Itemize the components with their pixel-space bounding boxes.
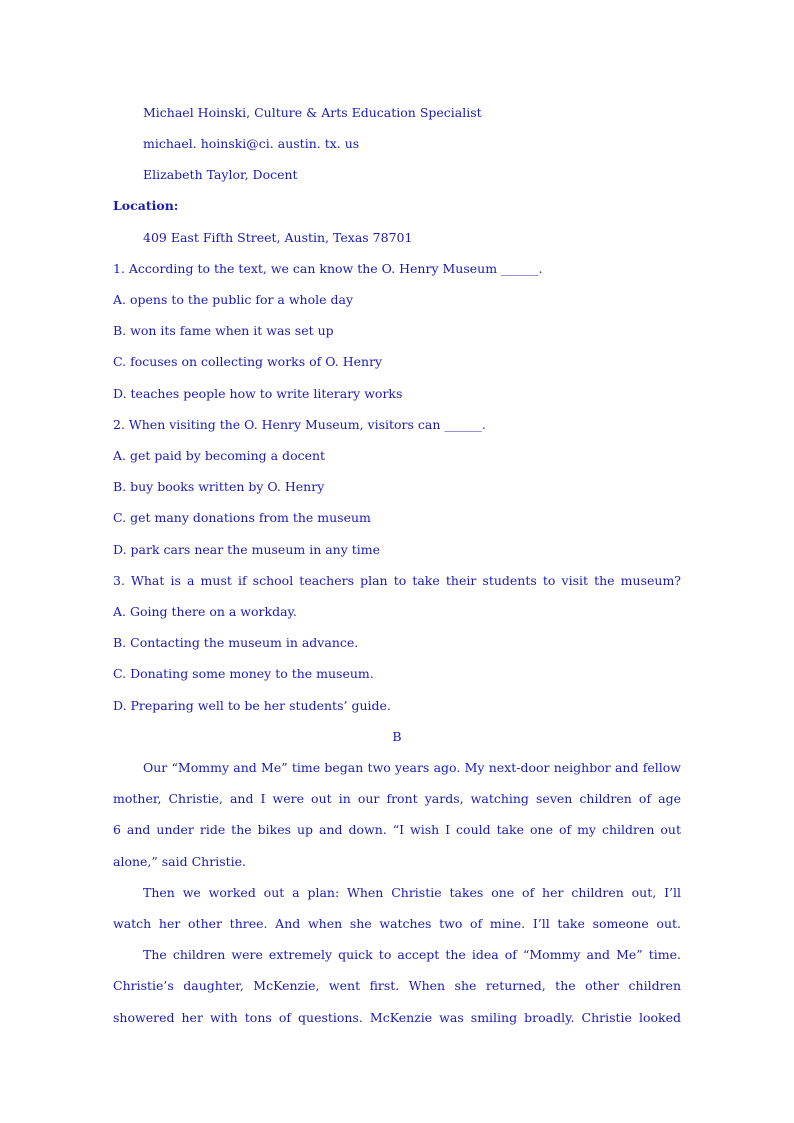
section-b-label: B (392, 729, 402, 744)
question-1-stem: 1. According to the text, we can know the O. Henry Museum ______. (113, 261, 543, 276)
question-3-option-a: A. Going there on a workday. (113, 604, 297, 619)
question-1-option-a: A. opens to the public for a whole day (113, 292, 354, 307)
passage-b-p3-line: The children were extremely quick to accept the idea of “Mommy and Me” time. (143, 947, 681, 962)
passage-b-p1-line: mother, Christie, and I were out in our front yards, watching seven children of age (113, 791, 681, 806)
contact-docent: Elizabeth Taylor, Docent (143, 167, 298, 182)
question-3-option-c: C. Donating some money to the museum. (113, 666, 374, 681)
question-2-option-c: C. get many donations from the museum (113, 510, 371, 525)
location-heading: Location: (113, 198, 179, 213)
question-2-option-d: D. park cars near the museum in any time (113, 542, 381, 557)
passage-b-p1-line: 6 and under ride the bikes up and down. “I wish I could take one of my children out (113, 822, 681, 837)
question-1-option-b: B. won its fame when it was set up (113, 323, 334, 338)
question-1-option-d: D. teaches people how to write literary works (113, 386, 403, 401)
passage-b-p3-line: showered her with tons of questions. McKenzie was smiling broadly. Christie looked (113, 1010, 681, 1025)
passage-b-p1-line: Our “Mommy and Me” time began two years ago. My next-door neighbor and fellow (143, 760, 681, 775)
passage-b-p2-line: Then we worked out a plan: When Christie takes one of her children out, I’ll (143, 885, 681, 900)
question-2-option-b: B. buy books written by O. Henry (113, 479, 325, 494)
question-3-stem: 3. What is a must if school teachers plan to take their students to visit the museum? (113, 573, 681, 588)
location-address: 409 East Fifth Street, Austin, Texas 78701 (143, 230, 413, 245)
question-1-option-c: C. focuses on collecting works of O. Henry (113, 354, 383, 369)
passage-b-p3-line: Christie’s daughter, McKenzie, went first. When she returned, the other children (113, 978, 681, 993)
contact-specialist: Michael Hoinski, Culture & Arts Education Specialist (143, 105, 482, 120)
contact-email: michael. hoinski@ci. austin. tx. us (143, 136, 360, 151)
question-3-option-b: B. Contacting the museum in advance. (113, 635, 359, 650)
question-3-option-d: D. Preparing well to be her students’ guide. (113, 698, 391, 713)
passage-b-p1-line: alone,” said Christie. (113, 854, 246, 869)
question-2-option-a: A. get paid by becoming a docent (113, 448, 326, 463)
passage-b-p2-line: watch her other three. And when she watches two of mine. I’ll take someone out. (113, 916, 681, 931)
question-2-stem: 2. When visiting the O. Henry Museum, visitors can ______. (113, 417, 486, 432)
